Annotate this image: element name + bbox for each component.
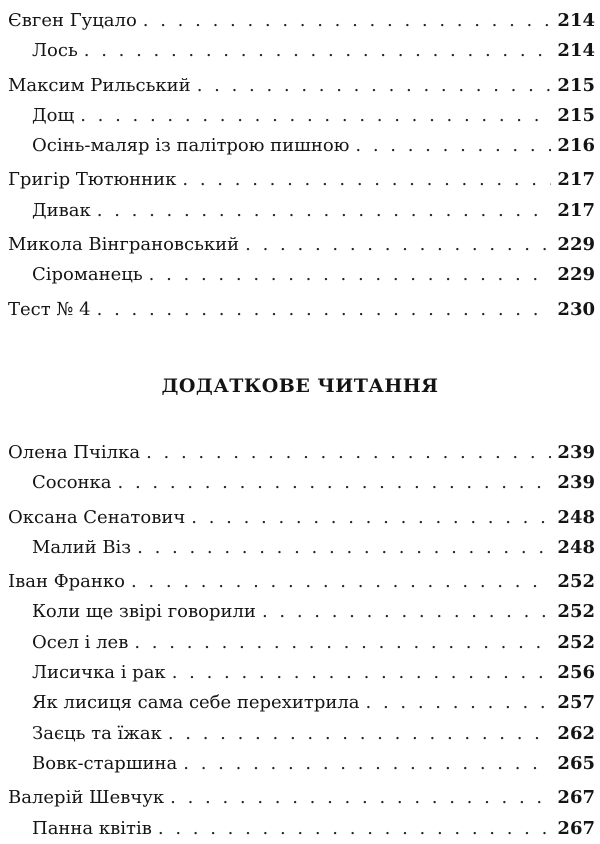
toc-entry-page-number: 229 — [557, 234, 595, 256]
dot-leader — [137, 533, 551, 563]
toc-author-entry[interactable] — [8, 783, 595, 813]
toc-work-entry[interactable] — [8, 260, 595, 290]
toc-entry-page-number: 214 — [557, 10, 595, 31]
dot-leader — [183, 749, 551, 779]
toc-work-entry[interactable] — [8, 131, 595, 161]
toc-entry-title: Дощ — [32, 104, 75, 126]
toc-entry-title: Заєць та їжак — [32, 722, 162, 744]
toc-entry-title: Коли ще звірі говорили — [32, 601, 256, 623]
toc-entry-title: Осел і лев — [32, 631, 129, 653]
toc-entry-title: Микола Вінграновський — [8, 234, 240, 256]
dot-leader — [134, 628, 551, 658]
toc-entry-page-number: 248 — [557, 506, 595, 528]
dot-leader — [191, 503, 551, 533]
toc-author-entry[interactable] — [8, 438, 595, 468]
dot-leader — [97, 196, 552, 226]
dot-leader — [80, 101, 551, 131]
toc-entry-page-number: 265 — [557, 752, 595, 774]
toc-work-entry[interactable] — [8, 597, 595, 627]
toc-entry-page-number: 252 — [557, 631, 595, 653]
toc-entry-title: Григір Тютюнник — [8, 169, 177, 191]
toc-entry-title: Євген Гуцало — [8, 10, 137, 31]
toc-work-entry[interactable] — [8, 688, 595, 718]
dot-leader — [182, 165, 551, 195]
toc-entry-page-number: 216 — [557, 135, 595, 157]
toc-entry-title: Лисичка і рак — [32, 662, 166, 684]
dot-leader — [118, 468, 552, 498]
toc-entry-page-number: 214 — [557, 40, 595, 62]
toc-entry-title: Осінь-маляр із палітрою пишною — [32, 135, 350, 157]
toc-work-entry[interactable] — [8, 196, 595, 226]
toc-author-entry[interactable] — [8, 71, 595, 101]
dot-leader — [170, 783, 551, 813]
toc-work-entry[interactable] — [8, 814, 595, 844]
dot-leader — [84, 36, 552, 66]
dot-leader — [197, 71, 552, 101]
toc-entry-page-number: 229 — [557, 264, 595, 286]
toc-entry-page-number: 215 — [557, 104, 595, 126]
toc-entry-page-number: 215 — [557, 74, 595, 96]
toc-entry-title: Дивак — [32, 199, 91, 221]
toc-entry-title: Максим Рильський — [8, 74, 191, 96]
dot-leader — [366, 688, 552, 718]
toc-entry-page-number: 239 — [557, 472, 595, 494]
toc-work-entry[interactable] — [8, 468, 595, 498]
toc-entry-page-number: 256 — [557, 662, 595, 684]
toc-author-entry[interactable] — [8, 567, 595, 597]
toc-author-entry[interactable] — [8, 230, 595, 260]
toc-entry-page-number: 217 — [557, 169, 595, 191]
toc-work-entry[interactable] — [8, 533, 595, 563]
toc-entry-page-number: 267 — [557, 817, 595, 839]
dot-leader — [97, 295, 552, 325]
dot-leader — [355, 131, 551, 161]
toc-entry-page-number: 267 — [557, 787, 595, 809]
toc-entry-page-number: 248 — [557, 536, 595, 558]
toc-author-entry[interactable] — [8, 6, 595, 36]
toc-list-additional-reading — [8, 438, 595, 844]
dot-leader — [149, 260, 552, 290]
toc-entry-title: Як лисиця сама себе перехитрила — [32, 692, 360, 714]
toc-entry-title: Лось — [32, 40, 78, 62]
toc-work-entry[interactable] — [8, 658, 595, 688]
toc-entry-title: Валерій Шевчук — [8, 787, 165, 809]
dot-leader — [262, 597, 551, 627]
toc-entry-page-number: 230 — [557, 298, 595, 320]
toc-author-entry[interactable] — [8, 503, 595, 533]
dot-leader — [245, 230, 551, 260]
toc-work-entry[interactable] — [8, 719, 595, 749]
dot-leader — [131, 567, 551, 597]
dot-leader — [158, 814, 552, 844]
toc-entry-title: Вовк-старшина — [32, 752, 178, 774]
toc-work-entry[interactable] — [8, 749, 595, 779]
toc-entry-title: Сіроманець — [32, 264, 143, 286]
toc-list-main — [8, 6, 595, 325]
toc-entry-page-number: 262 — [557, 722, 595, 744]
toc-entry-page-number: 217 — [557, 199, 595, 221]
toc-entry-page-number: 252 — [557, 601, 595, 623]
dot-leader — [168, 719, 552, 749]
toc-work-entry[interactable] — [8, 101, 595, 131]
toc-work-entry[interactable] — [8, 36, 595, 66]
toc-entry-title: Сосонка — [32, 472, 112, 494]
toc-author-entry[interactable] — [8, 295, 595, 325]
toc-entry-page-number: 239 — [557, 442, 595, 463]
dot-leader — [172, 658, 552, 688]
toc-entry-page-number: 252 — [557, 571, 595, 593]
toc-entry-page-number: 257 — [557, 692, 595, 714]
toc-entry-title: Тест № 4 — [8, 298, 91, 320]
toc-entry-title: Оксана Сенатович — [8, 506, 186, 528]
dot-leader — [146, 438, 551, 468]
toc-author-entry[interactable] — [8, 165, 595, 195]
toc-entry-title: Іван Франко — [8, 571, 125, 593]
section-heading: ДОДАТКОВЕ ЧИТАННЯ — [161, 375, 439, 397]
toc-entry-title: Панна квітів — [32, 817, 152, 839]
toc-entry-title: Олена Пчілка — [8, 442, 141, 463]
dot-leader — [143, 6, 552, 36]
toc-work-entry[interactable] — [8, 628, 595, 658]
toc-entry-title: Малий Віз — [32, 536, 132, 558]
